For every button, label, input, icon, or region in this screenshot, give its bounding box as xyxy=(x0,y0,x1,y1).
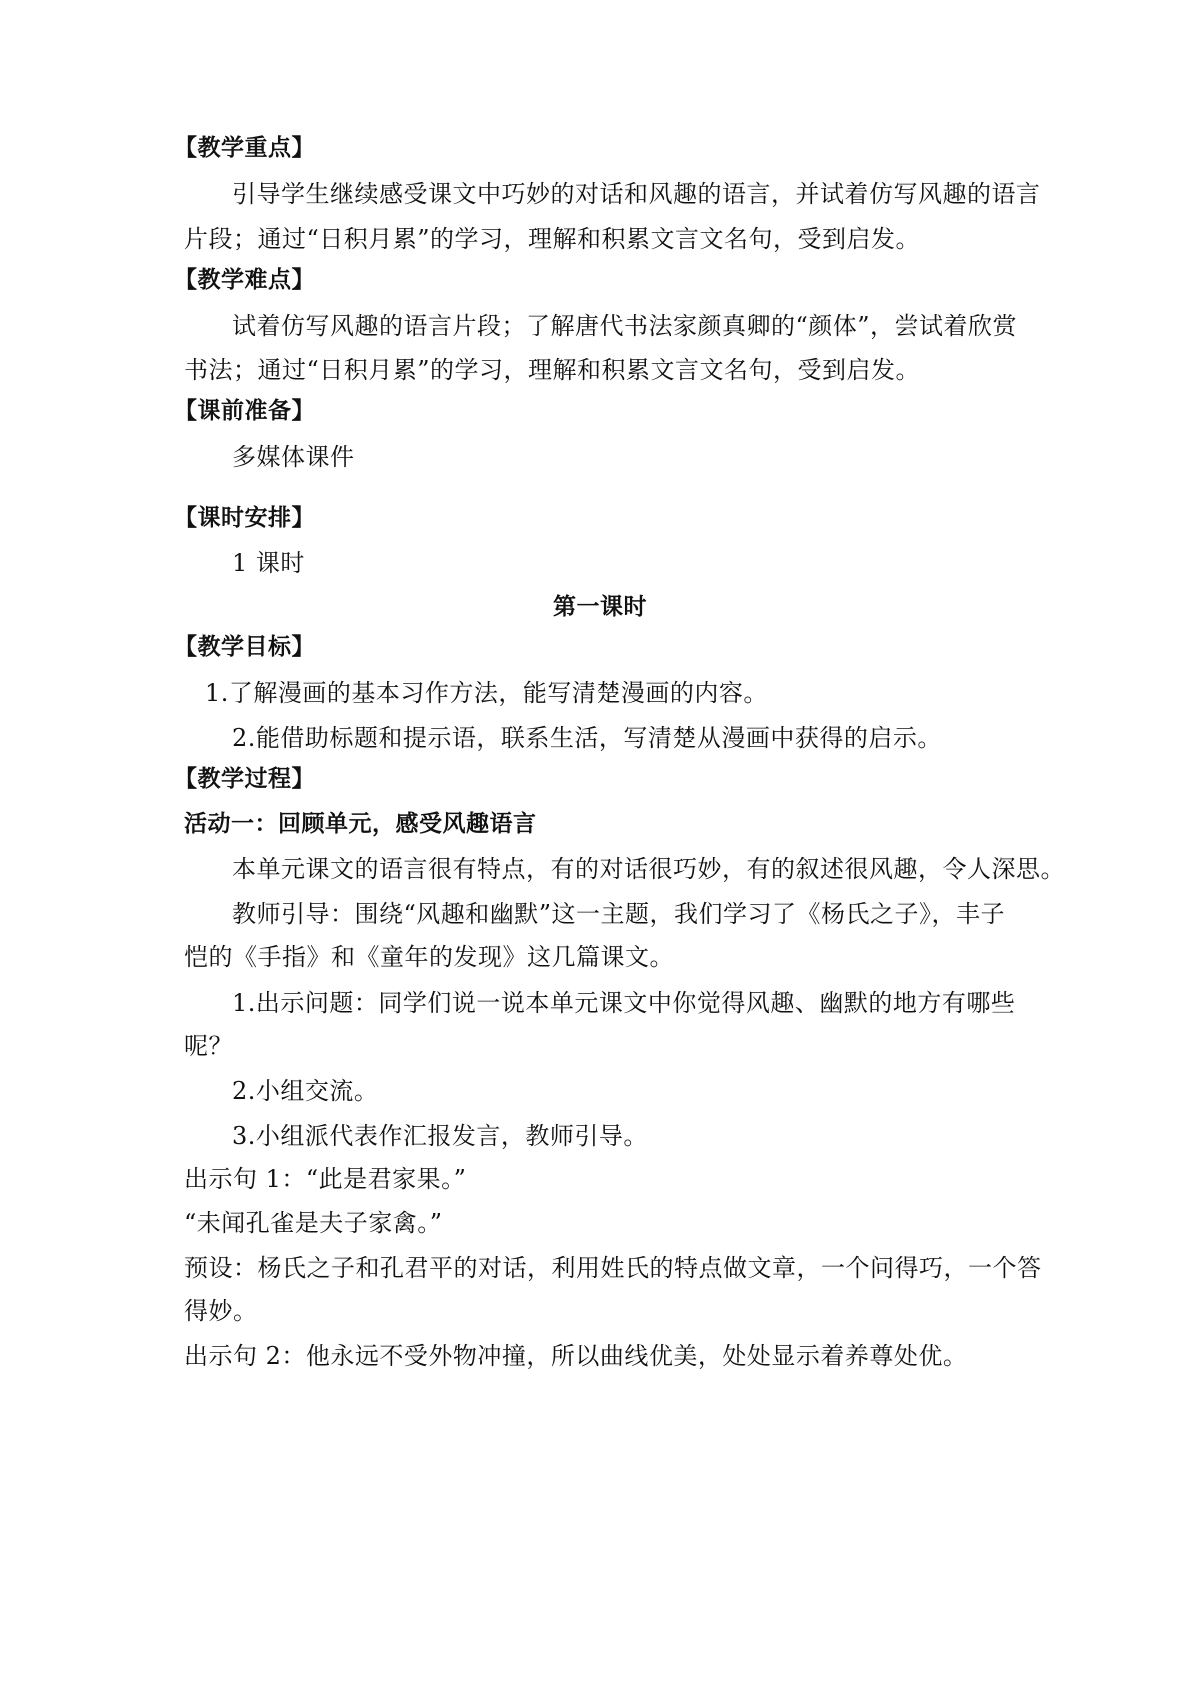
sentence-1a: 出示句 1：“此是君家果。” xyxy=(184,1165,467,1193)
heading-key-points: 【教学重点】 xyxy=(174,135,315,161)
difficulties-line-2: 书法；通过“日积月累”的学习，理解和积累文言文名句，受到启发。 xyxy=(184,356,921,384)
paragraph-1: 本单元课文的语言很有特点，有的对话很巧妙，有的叙述很风趣，令人深思。 xyxy=(232,855,1065,883)
goal-2: 2.能借助标题和提示语，联系生活，写清楚从漫画中获得的启示。 xyxy=(232,724,942,752)
preset-line-2: 得妙。 xyxy=(184,1297,258,1325)
preset-line-1: 预设：杨氏之子和孔君平的对话，利用姓氏的特点做文章，一个问得巧，一个答 xyxy=(184,1254,1042,1282)
difficulties-line-1: 试着仿写风趣的语言片段；了解唐代书法家颜真卿的“颜体”，尝试着欣赏 xyxy=(232,312,1018,340)
heading-difficulties: 【教学难点】 xyxy=(174,267,315,293)
paragraph-2-line-1: 教师引导：围绕“风趣和幽默”这一主题，我们学习了《杨氏之子》，丰子 xyxy=(232,900,1006,928)
heading-preparation: 【课前准备】 xyxy=(174,398,315,424)
heading-schedule: 【课时安排】 xyxy=(174,505,315,531)
schedule-text: 1 课时 xyxy=(232,549,305,577)
activity-1-title: 活动一：回顾单元，感受风趣语言 xyxy=(184,811,537,837)
step-3: 3.小组派代表作汇报发言，教师引导。 xyxy=(232,1122,648,1150)
sentence-1b: “未闻孔雀是夫子家禽。” xyxy=(184,1209,443,1237)
step-2: 2.小组交流。 xyxy=(232,1077,379,1105)
heading-goals: 【教学目标】 xyxy=(174,634,315,660)
lesson-title: 第一课时 xyxy=(553,594,647,620)
heading-process: 【教学过程】 xyxy=(174,766,315,792)
goal-1: 1.了解漫画的基本习作方法，能写清楚漫画的内容。 xyxy=(205,679,768,707)
step-1-line-2: 呢？ xyxy=(184,1032,233,1060)
key-points-line-1: 引导学生继续感受课文中巧妙的对话和风趣的语言，并试着仿写风趣的语言 xyxy=(232,180,1041,208)
preparation-text: 多媒体课件 xyxy=(232,443,355,471)
step-1-line-1: 1.出示问题：同学们说一说本单元课文中你觉得风趣、幽默的地方有哪些 xyxy=(232,989,1016,1017)
paragraph-2-line-2: 恺的《手指》和《童年的发现》这几篇课文。 xyxy=(184,943,674,971)
sentence-2: 出示句 2：他永远不受外物冲撞，所以曲线优美，处处显示着养尊处优。 xyxy=(184,1342,968,1370)
key-points-line-2: 片段；通过“日积月累”的学习，理解和积累文言文名句，受到启发。 xyxy=(184,225,921,253)
